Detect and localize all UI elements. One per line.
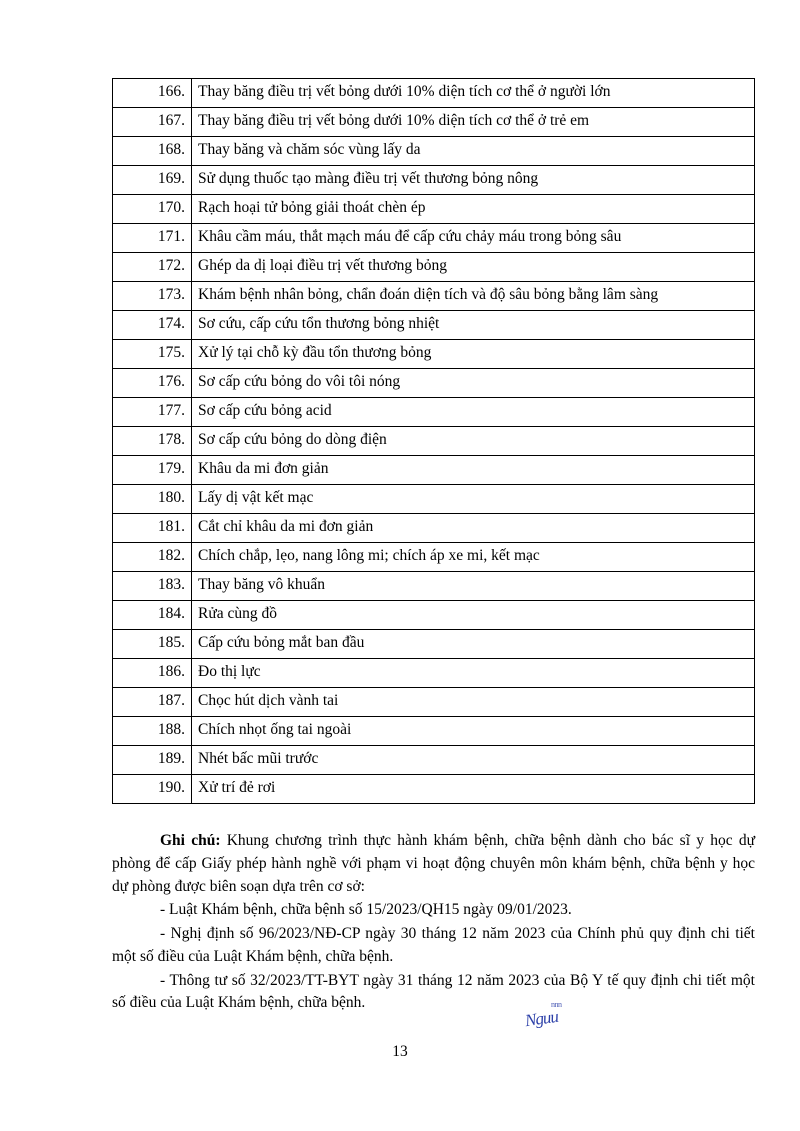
row-procedure-name: Khâu cầm máu, thắt mạch máu để cấp cứu chảy máu trong bỏng sâu — [192, 224, 755, 253]
table-row — [113, 427, 755, 456]
row-procedure-name: Cắt chỉ khâu da mi đơn giản — [192, 514, 755, 543]
table-row — [113, 137, 755, 166]
row-number: 170. — [113, 195, 192, 224]
table-row — [113, 398, 755, 427]
row-number: 175. — [113, 340, 192, 369]
table-row — [113, 108, 755, 137]
table-row — [113, 253, 755, 282]
row-procedure-name: Đo thị lực — [192, 659, 755, 688]
row-procedure-name: Thay băng vô khuẩn — [192, 572, 755, 601]
row-number: 182. — [113, 543, 192, 572]
signature-top-mark: nnn — [551, 1000, 562, 1009]
table-row — [113, 514, 755, 543]
row-procedure-name: Cấp cứu bỏng mắt ban đầu — [192, 630, 755, 659]
row-number: 173. — [113, 282, 192, 311]
notes-label: Ghi chú: — [160, 832, 221, 849]
row-procedure-name: Rửa cùng đồ — [192, 601, 755, 630]
row-procedure-name: Sơ cấp cứu bỏng do dòng điện — [192, 427, 755, 456]
notes-item: - Luật Khám bệnh, chữa bệnh số 15/2023/QH15 ngày 09/01/2023. — [160, 901, 572, 919]
row-procedure-name: Thay băng và chăm sóc vùng lấy da — [192, 137, 755, 166]
row-procedure-name: Thay băng điều trị vết bỏng dưới 10% diện tích cơ thể ở trẻ em — [192, 108, 755, 137]
row-procedure-name: Khám bệnh nhân bỏng, chẩn đoán diện tích và độ sâu bỏng bằng lâm sàng — [192, 282, 755, 311]
table-row — [113, 79, 755, 108]
row-number: 167. — [113, 108, 192, 137]
row-number: 174. — [113, 311, 192, 340]
row-procedure-name: Lấy dị vật kết mạc — [192, 485, 755, 514]
table-row — [113, 311, 755, 340]
notes-intro-paragraph — [112, 830, 755, 898]
row-procedure-name: Nhét bấc mũi trước — [192, 746, 755, 775]
row-procedure-name: Sơ cấp cứu bỏng do vôi tôi nóng — [192, 369, 755, 398]
page-number: 13 — [392, 1043, 408, 1060]
procedures-table — [112, 78, 755, 804]
table-row — [113, 340, 755, 369]
table-row — [113, 659, 755, 688]
table-row — [113, 369, 755, 398]
table-row — [113, 717, 755, 746]
row-number: 168. — [113, 137, 192, 166]
row-number: 172. — [113, 253, 192, 282]
table-row — [113, 485, 755, 514]
row-number: 169. — [113, 166, 192, 195]
row-procedure-name: Rạch hoại tử bỏng giải thoát chèn ép — [192, 195, 755, 224]
row-procedure-name: Chọc hút dịch vành tai — [192, 688, 755, 717]
row-number: 181. — [113, 514, 192, 543]
table-row — [113, 456, 755, 485]
table-row — [113, 775, 755, 804]
row-number: 188. — [113, 717, 192, 746]
row-procedure-name: Xử trí đẻ rơi — [192, 775, 755, 804]
table-row — [113, 282, 755, 311]
notes-item: - Thông tư số 32/2023/TT-BYT ngày 31 tháng 12 năm 2023 của Bộ Y tế quy định chi tiết một số điều của Luật Khám bệnh, chữa bệnh. — [112, 971, 755, 1012]
notes-section — [112, 830, 755, 1015]
row-number: 186. — [113, 659, 192, 688]
row-number: 177. — [113, 398, 192, 427]
row-number: 180. — [113, 485, 192, 514]
row-procedure-name: Xử lý tại chỗ kỳ đầu tổn thương bỏng — [192, 340, 755, 369]
row-number: 178. — [113, 427, 192, 456]
row-procedure-name: Sơ cứu, cấp cứu tổn thương bỏng nhiệt — [192, 311, 755, 340]
row-number: 171. — [113, 224, 192, 253]
row-procedure-name: Chích nhọt ống tai ngoài — [192, 717, 755, 746]
table-row — [113, 195, 755, 224]
row-number: 166. — [113, 79, 192, 108]
table-row — [113, 630, 755, 659]
row-procedure-name: Khâu da mi đơn giản — [192, 456, 755, 485]
row-number: 187. — [113, 688, 192, 717]
signature-scribble: Nguu — [523, 1006, 559, 1031]
table-row — [113, 543, 755, 572]
row-procedure-name: Chích chắp, lẹo, nang lông mi; chích áp xe mi, kết mạc — [192, 543, 755, 572]
row-number: 183. — [113, 572, 192, 601]
row-number: 184. — [113, 601, 192, 630]
notes-intro-text: Khung chương trình thực hành khám bệnh, chữa bệnh dành cho bác sĩ y học dự phòng để cấp Giấy phép hành nghề với phạm vi hoạt động chuyên môn khám bệnh, chữa bệnh y học dự phòng được biên soạn dựa trên cơ sở: — [112, 832, 756, 895]
table-row — [113, 572, 755, 601]
table-row — [113, 746, 755, 775]
procedures-table-body — [113, 79, 755, 804]
table-row — [113, 224, 755, 253]
row-number: 189. — [113, 746, 192, 775]
row-number: 176. — [113, 369, 192, 398]
table-row — [113, 688, 755, 717]
row-procedure-name: Sử dụng thuốc tạo màng điều trị vết thương bỏng nông — [192, 166, 755, 195]
notes-item: - Nghị định số 96/2023/NĐ-CP ngày 30 tháng 12 năm 2023 của Chính phủ quy định chi tiết một số điều của Luật Khám bệnh, chữa bệnh. — [112, 925, 755, 965]
row-procedure-name: Thay băng điều trị vết bỏng dưới 10% diện tích cơ thể ở người lớn — [192, 79, 755, 108]
row-number: 185. — [113, 630, 192, 659]
row-procedure-name: Sơ cấp cứu bỏng acid — [192, 398, 755, 427]
table-row — [113, 166, 755, 195]
row-number: 179. — [113, 456, 192, 485]
row-procedure-name: Ghép da dị loại điều trị vết thương bỏng — [192, 253, 755, 282]
table-row — [113, 601, 755, 630]
row-number: 190. — [113, 775, 192, 804]
